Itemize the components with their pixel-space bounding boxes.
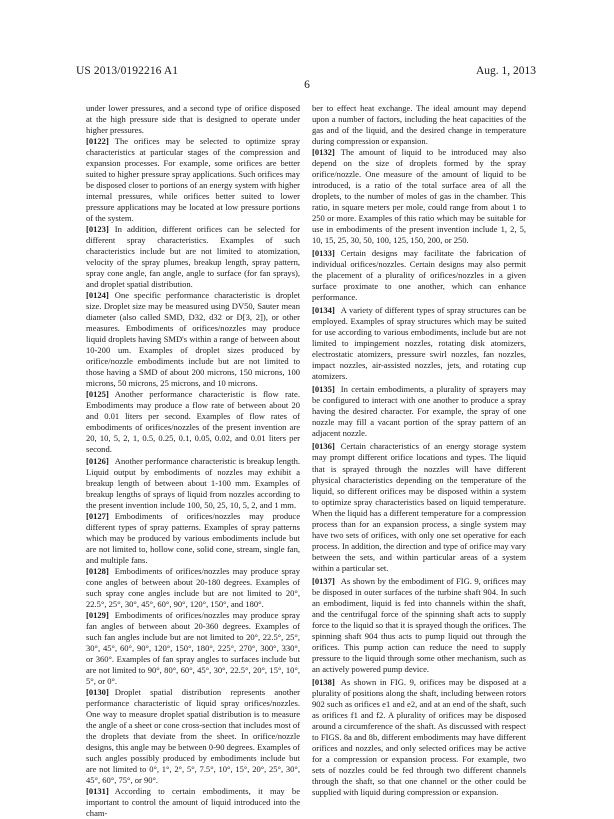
paragraph-text: Droplet spatial distribution represents another performance characteristic of liquid spray orifices/nozzles. One way to measure droplet spatial distribution is to measure the angle of a sheet or cone cross-section that includes most of the droplets that deviate from the sheet. In orifice/nozzle designs, this angle may be between 0-90 degrees. Examples of such angles possibly produced by embodiments include but are not limited to 0°, 1°, 2°, 5°, 7.5°, 10°, 15°, 20°, 25°, 30°, 45°, 60°, 75°, or 90°. bbox=[86, 686, 300, 785]
paragraph-text: One specific performance characteristic is droplet size. Droplet size may be measured using DV50, Sauter mean diameter (also called SMD, D32, d32 or D[3, 2]), or other measures. Embodiments of orifices/nozzles may produce liquid droplets having SMD's within a range of between about 10-200 um. Examples of droplet sizes produced by orifice/nozzle embodiments include but are not limited to those having a SMD of about 200 microns, 150 microns, 100 microns, 50 microns, 25 microns, and 10 microns. bbox=[86, 290, 300, 389]
paragraph-text: As shown in FIG. 9, orifices may be disposed at a plurality of positions along the shaft, including between rotors 902 such as orifices e1 and e2, and at an end of the shaft, such as orifices f1 and f2. A plurality of orifices may be disposed around a circumference of the shaft. As discussed with respect to FIGS. 8a and 8b, different embodiments may have different orifices and nozzles, and only selected orifices may be active for a compression or expansion process. For example, two sets of nozzles could be fed through two different channels through the shaft, so that one channel or the other could be supplied with liquid during compression or expansion. bbox=[312, 676, 526, 797]
paragraph-number: [0123] bbox=[86, 224, 109, 235]
paragraph-text: The orifices may be selected to optimize spray characteristics at particular stages of the compression and expansion processes. For example, some orifices are better suited to higher pressure spray applications. Such orifices may be disposed closer to portions of an energy system with higher internal pressures, while orifices better suited to lower pressure applications may be located at low pressure portions of the system. bbox=[86, 136, 300, 224]
publication-date: Aug. 1, 2013 bbox=[475, 65, 536, 77]
publication-number: US 2013/0192216 A1 bbox=[76, 65, 179, 77]
paragraph bbox=[312, 103, 526, 147]
paragraph bbox=[86, 103, 300, 136]
paragraph-number: [0132] bbox=[312, 147, 335, 158]
paragraph-number: [0124] bbox=[86, 290, 109, 301]
paragraph bbox=[86, 224, 300, 290]
paragraph-number: [0130] bbox=[86, 686, 109, 697]
paragraph bbox=[312, 677, 526, 798]
paragraph-number: [0127] bbox=[86, 510, 109, 521]
paragraph bbox=[312, 384, 526, 439]
paragraph-text: under lower pressures, and a second type of orifice disposed at the high pressure side that is designed to operate under higher pressures. bbox=[86, 103, 300, 136]
paragraph-number: [0136] bbox=[312, 441, 335, 452]
paragraph-text: According to certain embodiments, it may be important to control the amount of liquid introduced into the cham- bbox=[86, 785, 300, 818]
paragraph-number: [0128] bbox=[86, 565, 109, 576]
paragraph bbox=[86, 566, 300, 610]
paragraph-number: [0125] bbox=[86, 389, 109, 400]
paragraph-text: Embodiments of orifices/nozzles may produce spray cone angles of between about 20-180 degrees. Examples of such spray cone angles include but are not limited to 20°, 22.5°, 25°, 30°, 45°, 60°, 90°, 120°, 150°, and 180°. bbox=[86, 565, 300, 609]
paragraph-text: The amount of liquid to be introduced may also depend on the size of droplets formed by the spray orifice/nozzle. One measure of the amount of liquid to be introduced, is a ratio of the total surface area of all the droplets, to the number of moles of gas in the chamber. This ratio, in square meters per mole, could range from about 1 to 250 or more. Examples of this ratio which may be suitable for use in embodiments of the present invention include 1, 2, 5, 10, 15, 25, 30, 50, 100, 125, 150, 200, or 250. bbox=[312, 147, 526, 246]
paragraph bbox=[86, 136, 300, 224]
left-column bbox=[86, 103, 300, 819]
paragraph-text: Embodiments of orifices/nozzles may produce different types of spray patterns. Examples of spray patterns which may be produced by various embodiments include but are not limited to, hollow cone, solid cone, stream, single fan, and multiple fans. bbox=[86, 510, 300, 565]
paragraph-text: As shown by the embodiment of FIG. 9, orifices may be disposed in outer surfaces of the turbine shaft 904. In such an embodiment, liquid is fed into channels within the shaft, and the centrifugal force of the spinning shaft acts to supply force to the liquid so that it is sprayed though the orifices. The spinning shaft 904 thus acts to pump liquid out through the orifices. This pump action can reduce the need to supply pressure to the liquid through some other mechanism, such as an actively powered pump device. bbox=[312, 575, 526, 674]
paragraph-number: [0138] bbox=[312, 676, 335, 687]
paragraph-text: ber to effect heat exchange. The ideal amount may depend upon a number of factors, including the heat capacities of the gas and of the liquid, and the desired change in temperature during compression or expansion. bbox=[312, 103, 526, 147]
paragraph-text: A variety of different types of spray structures can be employed. Examples of spray structures which may be suited for use according to various embodiments, include but are not limited to impingement nozzles, rotating disk atomizers, electrostatic atomizers, pressure swirl nozzles, fan nozzles, impact nozzles, air-assisted nozzles, jets, and rotating cup atomizers. bbox=[312, 305, 526, 382]
page-number: 6 bbox=[304, 79, 310, 91]
paragraph-number: [0133] bbox=[312, 248, 335, 259]
paragraph bbox=[86, 290, 300, 389]
paragraph-text: Embodiments of orifices/nozzles may produce spray fan angles of between about 20-360 degrees. Examples of such fan angles include but are not limited to 20°, 22.5°, 25°, 30°, 45°, 60°, 90°, 120°, 150°, 180°, 225°, 270°, 300°, 330°, or 360°. Examples of fan spray angles to surfaces include but are not limited to 90°, 80°, 60°, 45°, 30°, 22.5°, 20°, 15°, 10°, 5°, or 0°. bbox=[86, 609, 300, 686]
paragraph bbox=[86, 610, 300, 687]
paragraph-text: Another performance characteristic is flow rate. Embodiments may produce a flow rate of between about 20 and 0.01 liters per second. Examples of flow rates of embodiments of orifices/nozzles of the present invention are 20, 10, 5, 2, 1, 0.5, 0.25, 0.1, 0.05, 0.02, and 0.01 liters per second. bbox=[86, 389, 300, 455]
paragraph-text: In addition, different orifices can be selected for different spray characteristics. Examples of such characteristics include but are not limited to atomization, velocity of the spray plumes, breakup length, spray pattern, spray cone angle, fan angle, angle to surface (for fan sprays), and droplet spatial distribution. bbox=[86, 224, 300, 290]
paragraph bbox=[312, 576, 526, 675]
paragraph bbox=[312, 441, 526, 573]
paragraph bbox=[86, 786, 300, 819]
paragraph bbox=[86, 389, 300, 455]
paragraph bbox=[312, 248, 526, 303]
paragraph bbox=[86, 456, 300, 511]
paragraph-number: [0134] bbox=[312, 305, 335, 316]
right-column bbox=[312, 103, 526, 798]
paragraph-number: [0137] bbox=[312, 575, 335, 586]
paragraph bbox=[86, 511, 300, 566]
paragraph-text: Another performance characteristic is breakup length. Liquid output by embodiments of nozzles may exhibit a breakup length of between about 1-100 mm. Examples of breakup lengths of sprays of liquid from nozzles according to the present invention include 100, 50, 25, 10, 5, 2, and 1 mm. bbox=[86, 455, 300, 510]
paragraph bbox=[86, 687, 300, 786]
paragraph-number: [0122] bbox=[86, 136, 109, 147]
paragraph-number: [0131] bbox=[86, 785, 109, 796]
paragraph bbox=[312, 305, 526, 382]
paragraph-text: Certain characteristics of an energy storage system may prompt different orifice locations and types. The liquid that is sprayed through the nozzles will have different physical characteristics depending on the temperature of the liquid, so different orifices may be disposed within a system to optimize spray characteristics based on liquid temperature. When the liquid has a different temperature for a compression process than for an expansion process, a single system may have two sets of orifices, with only one set operative for each process. In addition, the direction and type of orifice may vary between the sets, and within particular areas of a system within a particular set. bbox=[312, 441, 526, 573]
paragraph-number: [0129] bbox=[86, 609, 109, 620]
paragraph-text: Certain designs may facilitate the fabrication of individual orifices/nozzles. Certain designs may also permit the placement of a plurality of orifices/nozzles in a given surface proximate to one another, which can enhance performance. bbox=[312, 248, 526, 303]
paragraph-text: In certain embodiments, a plurality of sprayers may be configured to interact with one another to produce a spray having the desired character. For example, the spray of one nozzle may fill a vacant portion of the spray pattern of an adjacent nozzle. bbox=[312, 384, 526, 439]
paragraph-number: [0126] bbox=[86, 455, 109, 466]
paragraph bbox=[312, 147, 526, 246]
paragraph-number: [0135] bbox=[312, 384, 335, 395]
